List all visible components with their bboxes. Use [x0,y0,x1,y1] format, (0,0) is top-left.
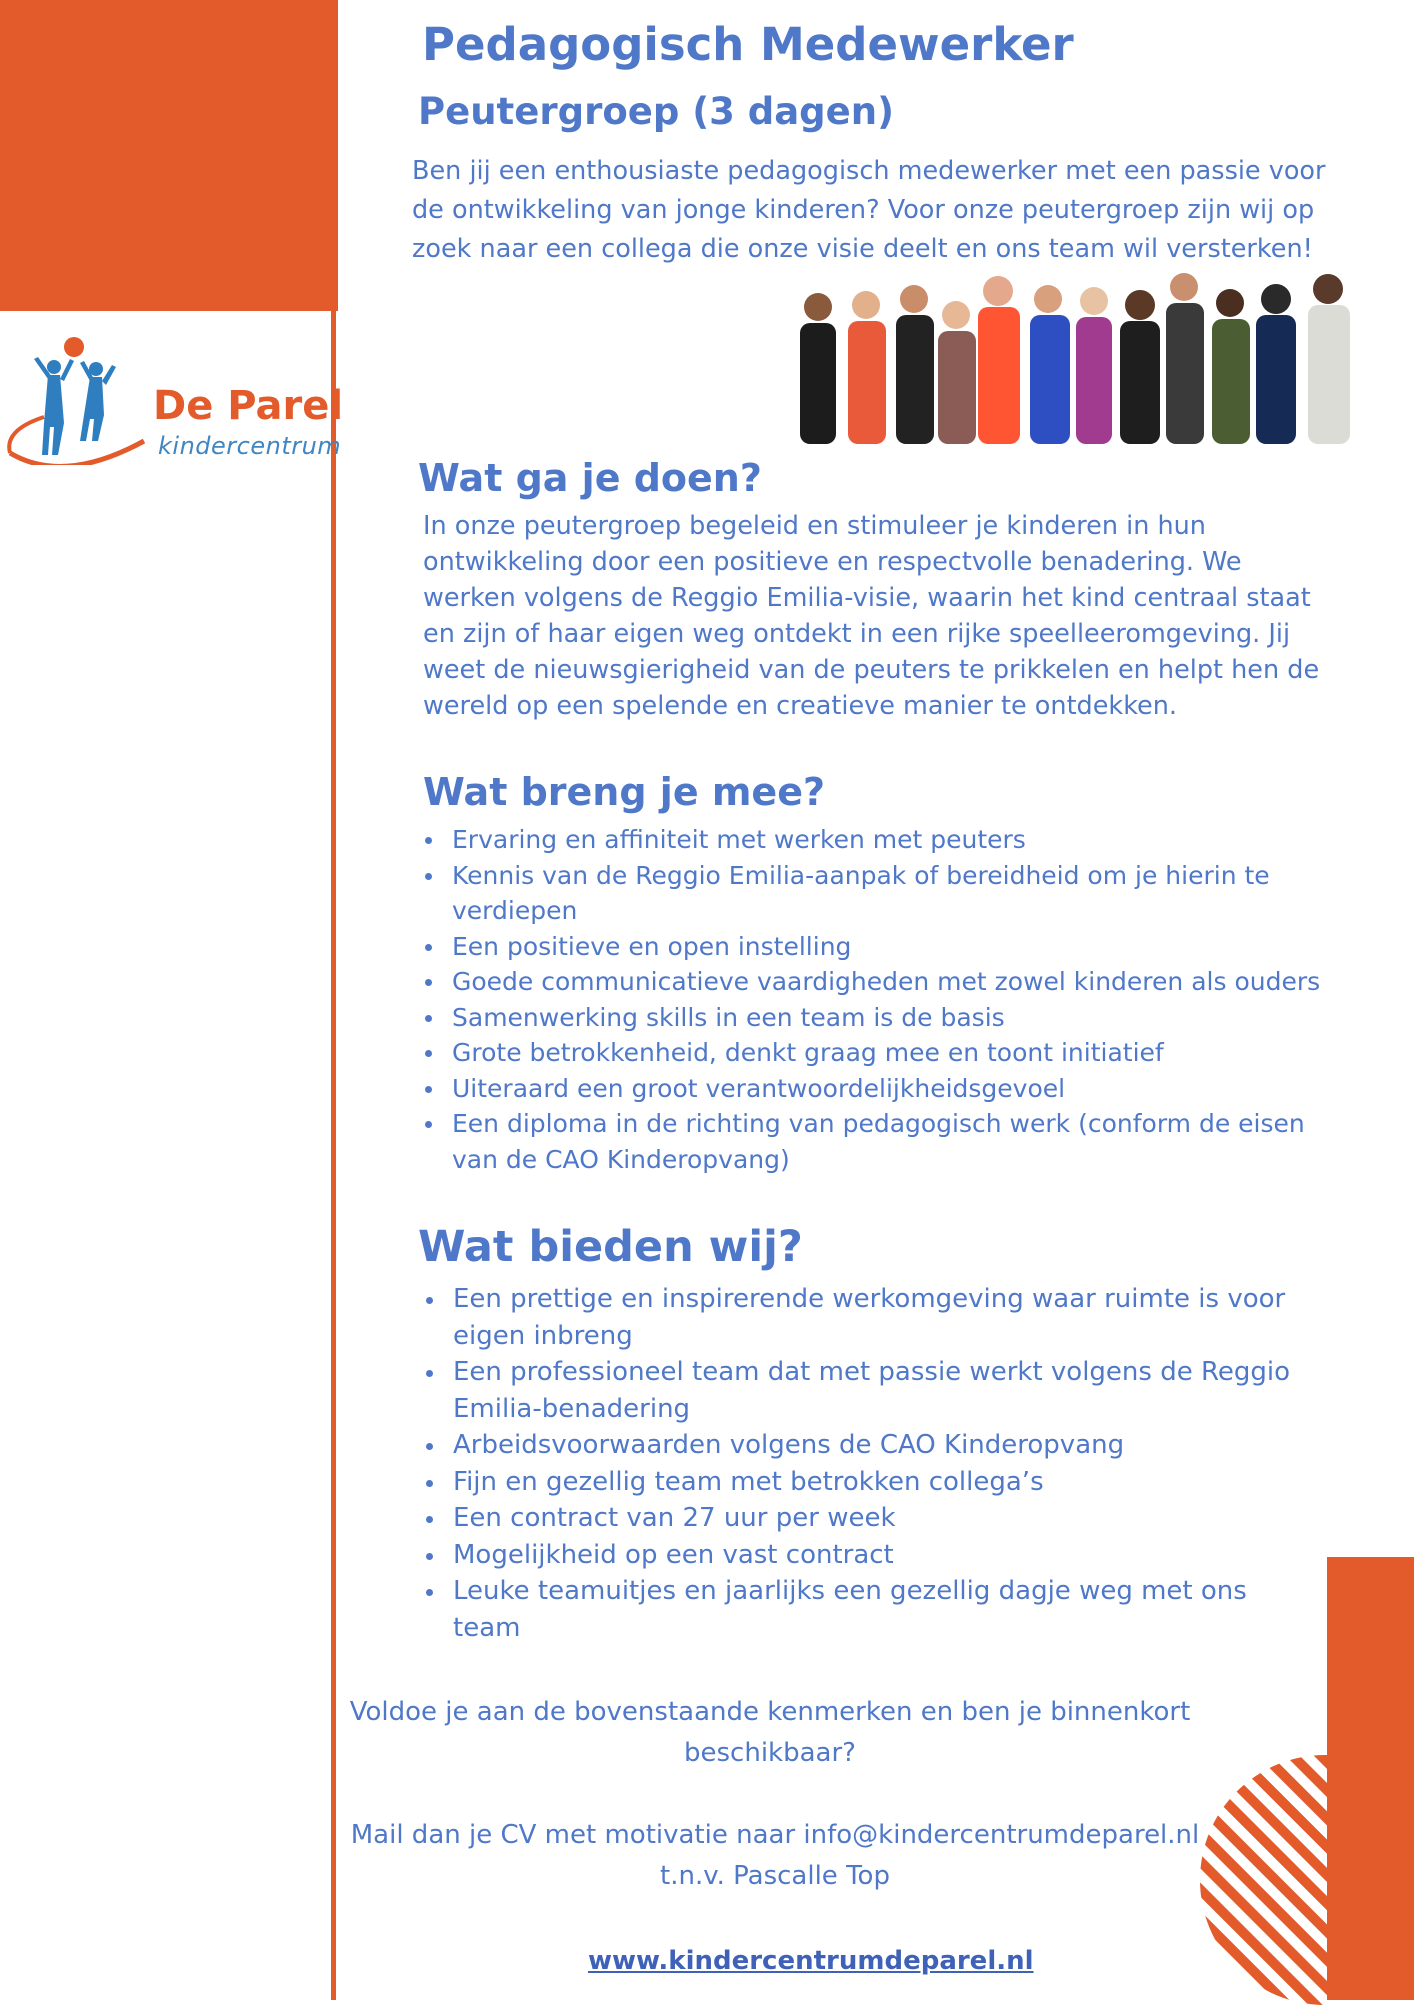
orange-corner-block [0,0,338,311]
section-heading-bieden: Wat bieden wij? [418,1222,803,1272]
list-item: Een positieve en open instelling [422,929,1332,965]
list-item: Uiteraard een groot verantwoordelijkheidsgevoel [422,1071,1332,1107]
section-heading-doen: Wat ga je doen? [418,456,762,500]
logo-name: De Parel [153,383,344,429]
page-subtitle: Peutergroep (3 dagen) [418,90,895,133]
list-item: Een contract van 27 uur per week [423,1500,1303,1537]
closing-question: Voldoe je aan de bovenstaande kenmerken en ben je binnenkort beschikbaar? [349,1697,1191,1768]
list-item: Goede communicatieve vaardigheden met zowel kinderen als ouders [422,964,1332,1000]
section-heading-mee: Wat breng je mee? [423,770,826,814]
list-item: Fijn en gezellig team met betrokken collega’s [423,1464,1303,1501]
list-item: Een professioneel team dat met passie werkt volgens de Reggio Emilia-benadering [423,1354,1303,1427]
list-item: Ervaring en affiniteit met werken met peuters [422,822,1332,858]
list-item: Leuke teamuitjes en jaarlijks een gezellig dagje weg met ons team [423,1573,1303,1646]
website-link[interactable]: www.kindercentrumdeparel.nl [588,1946,1034,1976]
closing-mail: Mail dan je CV met motivatie naar info@kindercentrumdeparel.nl t.n.v. Pascalle Top [350,1820,1200,1891]
orange-divider-line [331,311,336,2000]
list-item: Arbeidsvoorwaarden volgens de CAO Kinderopvang [423,1427,1303,1464]
page-title: Pedagogisch Medewerker [422,18,1074,71]
list-item: Samenwerking skills in een team is de basis [422,1000,1332,1036]
section-text-doen: In onze peutergroep begeleid en stimuleer je kinderen in hun ontwikkeling door een positieve en respectvolle benadering. We werken volgens de Reggio Emilia-visie, waarin het kind centraal staat en zijn of haar eigen weg ontdekt in een rijke speelleeromgeving. Jij weet de nieuwsgierigheid van de peuters te prikkelen en helpt hen de wereld op een spelende en creatieve manier te ontdekken. [423,511,1320,721]
logo-subtitle: kindercentrum [158,432,342,460]
list-item: Een diploma in de richting van pedagogisch werk (conform de eisen van de CAO Kinderopvang) [422,1106,1332,1177]
striped-circle-decoration [1200,1755,1414,2005]
list-item: Grote betrokkenheid, denkt graag mee en toont initiatief [422,1035,1332,1071]
list-item: Kennis van de Reggio Emilia-aanpak of bereidheid om je hierin te verdiepen [422,858,1332,929]
benefits-list [423,1281,1303,1646]
requirements-list [422,822,1332,1177]
list-item: Mogelijkheid op een vast contract [423,1537,1303,1574]
team-photo [790,265,1374,444]
list-item: Een prettige en inspirerende werkomgeving waar ruimte is voor eigen inbreng [423,1281,1303,1354]
intro-text: Ben jij een enthousiaste pedagogisch medewerker met een passie voor de ontwikkeling van jonge kinderen? Voor onze peutergroep zijn wij op zoek naar een collega die onze visie deelt en ons team wil versterken! [412,156,1326,264]
